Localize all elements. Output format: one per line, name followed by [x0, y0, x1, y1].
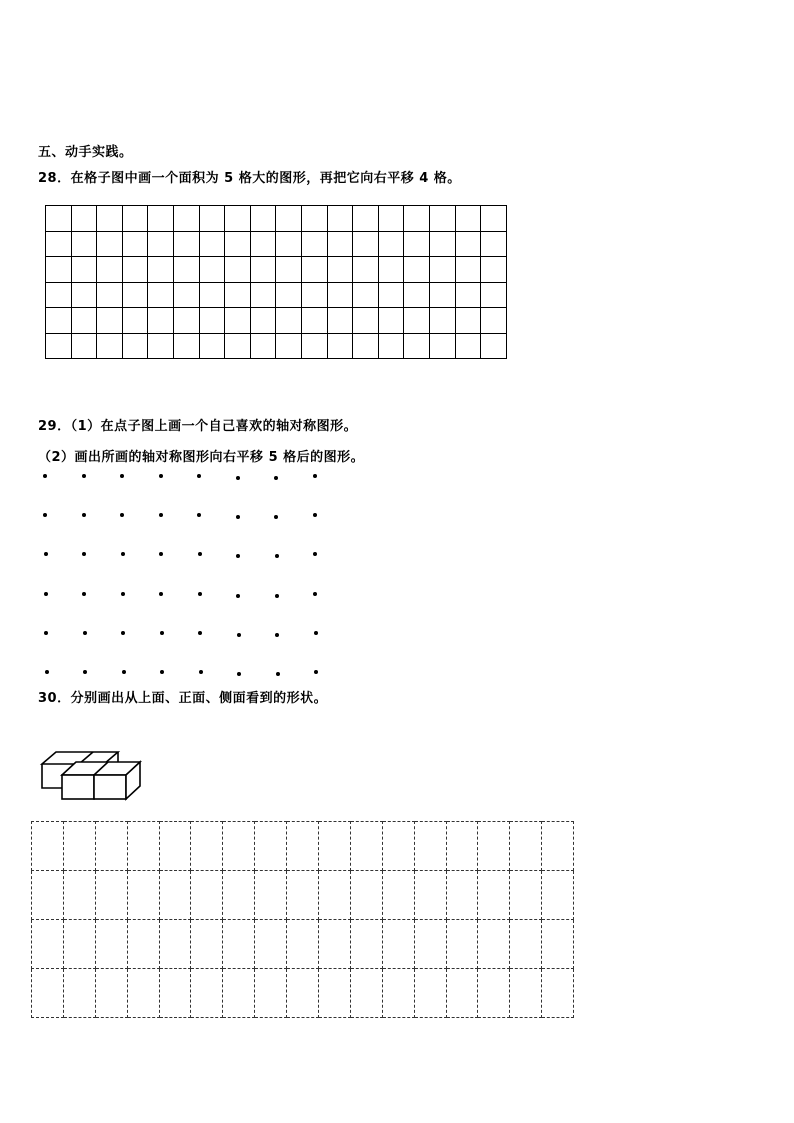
grid-cell[interactable]: [250, 308, 276, 334]
grid-cell[interactable]: [327, 257, 353, 283]
grid-dot[interactable]: [82, 552, 86, 556]
grid-cell[interactable]: [46, 333, 72, 359]
grid-dot[interactable]: [237, 633, 241, 637]
grid-cell[interactable]: [481, 333, 507, 359]
dashed-grid-cell[interactable]: [446, 871, 478, 920]
dashed-grid-cell[interactable]: [446, 920, 478, 969]
dashed-grid-cell[interactable]: [287, 969, 319, 1018]
grid-dot[interactable]: [198, 631, 202, 635]
dashed-grid-cell[interactable]: [159, 871, 191, 920]
dashed-grid-cell[interactable]: [478, 969, 510, 1018]
grid-dot[interactable]: [313, 513, 317, 517]
grid-dot[interactable]: [275, 594, 279, 598]
grid-cell[interactable]: [455, 333, 481, 359]
grid-dot[interactable]: [197, 513, 201, 517]
grid-dot[interactable]: [120, 513, 124, 517]
dashed-grid-cell[interactable]: [255, 969, 287, 1018]
grid-cell-row: [46, 231, 507, 257]
dashed-grid-cell[interactable]: [350, 920, 382, 969]
dashed-grid-cell[interactable]: [32, 920, 64, 969]
grid-cell[interactable]: [97, 206, 123, 232]
dashed-grid-cell[interactable]: [32, 871, 64, 920]
cube-figure: [38, 748, 148, 803]
grid-cell-row: [46, 206, 507, 232]
dashed-grid-cell[interactable]: [63, 871, 95, 920]
grid-cell[interactable]: [301, 231, 327, 257]
grid-cell[interactable]: [301, 333, 327, 359]
dashed-grid-cell[interactable]: [159, 920, 191, 969]
grid-cell[interactable]: [481, 257, 507, 283]
grid-cell[interactable]: [148, 206, 174, 232]
dashed-grid-cell[interactable]: [223, 920, 255, 969]
grid-dot[interactable]: [159, 513, 163, 517]
grid-cell[interactable]: [46, 257, 72, 283]
grid-dot[interactable]: [120, 474, 124, 478]
dashed-grid-cell[interactable]: [350, 969, 382, 1018]
grid-cell[interactable]: [199, 333, 225, 359]
dashed-grid-cell[interactable]: [478, 871, 510, 920]
grid-cell[interactable]: [301, 206, 327, 232]
grid-cell[interactable]: [250, 257, 276, 283]
grid-cell[interactable]: [46, 308, 72, 334]
dashed-grid-cell[interactable]: [63, 969, 95, 1018]
dashed-grid-cell[interactable]: [287, 822, 319, 871]
grid-cell[interactable]: [429, 257, 455, 283]
grid-cell[interactable]: [46, 206, 72, 232]
grid-cell-row: [46, 333, 507, 359]
grid-cell[interactable]: [404, 206, 430, 232]
grid-cell[interactable]: [71, 308, 97, 334]
grid-cell[interactable]: [148, 231, 174, 257]
dashed-grid-cell[interactable]: [191, 871, 223, 920]
grid-cell[interactable]: [199, 206, 225, 232]
grid-cell[interactable]: [327, 231, 353, 257]
grid-dot[interactable]: [276, 672, 280, 676]
dashed-grid-cell[interactable]: [223, 871, 255, 920]
dashed-grid-cell[interactable]: [95, 969, 127, 1018]
grid-dot[interactable]: [275, 633, 279, 637]
grid-cell[interactable]: [481, 206, 507, 232]
grid-cell[interactable]: [122, 308, 148, 334]
grid-dot[interactable]: [236, 554, 240, 558]
dashed-grid-cell[interactable]: [319, 969, 351, 1018]
grid-cell[interactable]: [46, 231, 72, 257]
grid-cell[interactable]: [481, 282, 507, 308]
grid-cell[interactable]: [455, 231, 481, 257]
grid-cell[interactable]: [225, 206, 251, 232]
grid-cell[interactable]: [455, 308, 481, 334]
section-heading: 五、动手实践。: [38, 145, 133, 160]
question-30-text: 30．分别画出从上面、正面、侧面看到的形状。: [38, 691, 328, 706]
grid-cell[interactable]: [250, 333, 276, 359]
grid-cell[interactable]: [378, 257, 404, 283]
grid-cell[interactable]: [46, 282, 72, 308]
grid-cell[interactable]: [455, 206, 481, 232]
grid-dot[interactable]: [82, 513, 86, 517]
grid-dot[interactable]: [198, 552, 202, 556]
dashed-grid-cell[interactable]: [478, 822, 510, 871]
grid-cell[interactable]: [148, 257, 174, 283]
grid-cell[interactable]: [122, 333, 148, 359]
front-cube-left: [62, 775, 94, 799]
grid-cell[interactable]: [225, 282, 251, 308]
dashed-grid-cell[interactable]: [223, 969, 255, 1018]
grid-cell[interactable]: [97, 308, 123, 334]
dashed-grid-cell[interactable]: [191, 822, 223, 871]
dashed-grid-cell[interactable]: [542, 969, 574, 1018]
grid-dot[interactable]: [198, 592, 202, 596]
grid-dot[interactable]: [44, 552, 48, 556]
grid-cell[interactable]: [429, 333, 455, 359]
grid-cell[interactable]: [199, 308, 225, 334]
dashed-grid-cell[interactable]: [287, 871, 319, 920]
dashed-grid[interactable]: [31, 821, 574, 1018]
grid-cell-row: [46, 282, 507, 308]
grid-cell[interactable]: [122, 282, 148, 308]
dashed-grid-cell[interactable]: [319, 920, 351, 969]
grid-dot[interactable]: [314, 670, 318, 674]
dashed-grid-cell[interactable]: [319, 871, 351, 920]
grid-cell[interactable]: [378, 333, 404, 359]
grid-cell[interactable]: [276, 206, 302, 232]
grid-dot[interactable]: [43, 474, 47, 478]
grid-cell[interactable]: [404, 257, 430, 283]
dashed-grid-cell[interactable]: [95, 822, 127, 871]
grid-cell[interactable]: [122, 206, 148, 232]
square-grid[interactable]: [45, 205, 507, 359]
grid-cell[interactable]: [378, 231, 404, 257]
grid-cell[interactable]: [276, 282, 302, 308]
dashed-grid-cell[interactable]: [510, 871, 542, 920]
grid-cell[interactable]: [404, 308, 430, 334]
grid-cell[interactable]: [122, 257, 148, 283]
dashed-grid-cell[interactable]: [127, 920, 159, 969]
grid-dot[interactable]: [160, 631, 164, 635]
dashed-grid-cell[interactable]: [255, 920, 287, 969]
dashed-grid-cell[interactable]: [191, 969, 223, 1018]
dashed-grid-cell[interactable]: [255, 822, 287, 871]
grid-dot[interactable]: [314, 631, 318, 635]
grid-cell[interactable]: [353, 257, 379, 283]
dashed-grid-cell[interactable]: [446, 822, 478, 871]
grid-cell[interactable]: [97, 282, 123, 308]
dashed-grid-cell[interactable]: [382, 969, 414, 1018]
grid-cell[interactable]: [301, 308, 327, 334]
dashed-grid-cell[interactable]: [159, 969, 191, 1018]
dashed-grid-cell[interactable]: [414, 920, 446, 969]
grid-dot[interactable]: [159, 474, 163, 478]
dashed-grid-cell[interactable]: [382, 822, 414, 871]
grid-cell[interactable]: [225, 333, 251, 359]
grid-cell[interactable]: [301, 282, 327, 308]
dashed-grid-cell[interactable]: [287, 920, 319, 969]
grid-cell[interactable]: [97, 231, 123, 257]
grid-cell[interactable]: [148, 282, 174, 308]
question-29-part2-text: （2）画出所画的轴对称图形向右平移 5 格后的图形。: [38, 450, 365, 465]
grid-cell[interactable]: [71, 333, 97, 359]
grid-dot[interactable]: [237, 672, 241, 676]
grid-cell[interactable]: [71, 282, 97, 308]
grid-cell-row: [46, 257, 507, 283]
grid-cell[interactable]: [225, 257, 251, 283]
grid-cell[interactable]: [404, 282, 430, 308]
grid-cell[interactable]: [429, 206, 455, 232]
grid-cell[interactable]: [301, 257, 327, 283]
dashed-grid-cell[interactable]: [255, 871, 287, 920]
grid-cell[interactable]: [173, 257, 199, 283]
grid-cell[interactable]: [71, 257, 97, 283]
dashed-grid-cell-row: [32, 822, 574, 871]
grid-cell[interactable]: [173, 333, 199, 359]
grid-cell[interactable]: [327, 333, 353, 359]
dashed-grid-cell[interactable]: [32, 822, 64, 871]
dashed-grid-cell[interactable]: [127, 871, 159, 920]
question-29-part1-text: 29．（1）在点子图上画一个自己喜欢的轴对称图形。: [38, 419, 358, 434]
grid-cell[interactable]: [276, 333, 302, 359]
grid-cell[interactable]: [429, 282, 455, 308]
grid-cell[interactable]: [327, 206, 353, 232]
grid-dot[interactable]: [274, 515, 278, 519]
grid-dot[interactable]: [121, 631, 125, 635]
dashed-grid-cell[interactable]: [510, 920, 542, 969]
grid-cell[interactable]: [122, 231, 148, 257]
dashed-grid-cell[interactable]: [223, 822, 255, 871]
grid-cell[interactable]: [276, 257, 302, 283]
grid-dot[interactable]: [313, 474, 317, 478]
grid-dot[interactable]: [122, 670, 126, 674]
dashed-grid-cell[interactable]: [319, 822, 351, 871]
grid-cell[interactable]: [225, 308, 251, 334]
question-28-text: 28．在格子图中画一个面积为 5 格大的图形，再把它向右平移 4 格。: [38, 171, 461, 186]
grid-dot[interactable]: [44, 592, 48, 596]
grid-cell[interactable]: [199, 231, 225, 257]
grid-cell[interactable]: [225, 231, 251, 257]
dashed-grid-cell[interactable]: [382, 871, 414, 920]
dashed-grid-cell[interactable]: [127, 822, 159, 871]
grid-cell[interactable]: [148, 308, 174, 334]
grid-cell[interactable]: [71, 206, 97, 232]
dashed-grid-cell[interactable]: [382, 920, 414, 969]
grid-cell[interactable]: [276, 308, 302, 334]
grid-cell[interactable]: [378, 206, 404, 232]
grid-cell[interactable]: [148, 333, 174, 359]
grid-cell[interactable]: [455, 282, 481, 308]
grid-dot[interactable]: [121, 552, 125, 556]
dashed-grid-cell[interactable]: [542, 822, 574, 871]
dot-grid[interactable]: [36, 466, 336, 686]
grid-cell[interactable]: [455, 257, 481, 283]
grid-dot[interactable]: [159, 552, 163, 556]
grid-dot[interactable]: [313, 592, 317, 596]
grid-cell[interactable]: [250, 282, 276, 308]
grid-cell[interactable]: [481, 308, 507, 334]
grid-dot[interactable]: [236, 476, 240, 480]
grid-cell[interactable]: [353, 308, 379, 334]
grid-cell[interactable]: [353, 282, 379, 308]
grid-cell[interactable]: [404, 231, 430, 257]
grid-cell[interactable]: [250, 206, 276, 232]
dashed-grid-cell[interactable]: [510, 822, 542, 871]
dashed-grid-cell[interactable]: [191, 920, 223, 969]
grid-cell[interactable]: [97, 257, 123, 283]
grid-dot[interactable]: [275, 554, 279, 558]
grid-cell[interactable]: [250, 231, 276, 257]
grid-cell[interactable]: [173, 231, 199, 257]
grid-dot[interactable]: [43, 513, 47, 517]
grid-dot[interactable]: [160, 670, 164, 674]
grid-dot[interactable]: [82, 474, 86, 478]
dashed-grid-cell[interactable]: [95, 871, 127, 920]
dashed-grid-cell-row: [32, 871, 574, 920]
grid-dot[interactable]: [199, 670, 203, 674]
dashed-grid-cell[interactable]: [542, 920, 574, 969]
dashed-grid-cell[interactable]: [446, 969, 478, 1018]
grid-dot[interactable]: [83, 631, 87, 635]
grid-cell[interactable]: [353, 333, 379, 359]
grid-cell[interactable]: [327, 308, 353, 334]
grid-dot[interactable]: [313, 552, 317, 556]
back-cube-front: [42, 764, 62, 788]
grid-cell[interactable]: [404, 333, 430, 359]
grid-dot[interactable]: [121, 592, 125, 596]
grid-dot[interactable]: [236, 515, 240, 519]
grid-cell[interactable]: [173, 282, 199, 308]
grid-cell-row: [46, 308, 507, 334]
grid-dot[interactable]: [45, 670, 49, 674]
grid-dot[interactable]: [274, 476, 278, 480]
dashed-grid-cell[interactable]: [350, 822, 382, 871]
grid-cell[interactable]: [353, 231, 379, 257]
grid-cell[interactable]: [327, 282, 353, 308]
grid-cell[interactable]: [429, 231, 455, 257]
grid-cell[interactable]: [353, 206, 379, 232]
dashed-grid-cell[interactable]: [63, 822, 95, 871]
dashed-grid-cell[interactable]: [414, 969, 446, 1018]
dashed-grid-cell[interactable]: [478, 920, 510, 969]
dashed-grid-cell[interactable]: [159, 822, 191, 871]
grid-cell[interactable]: [378, 282, 404, 308]
dashed-grid-cell[interactable]: [32, 969, 64, 1018]
grid-cell[interactable]: [173, 206, 199, 232]
grid-dot[interactable]: [83, 670, 87, 674]
grid-dot[interactable]: [159, 592, 163, 596]
grid-cell[interactable]: [481, 231, 507, 257]
dashed-grid-cell[interactable]: [542, 871, 574, 920]
grid-cell[interactable]: [199, 282, 225, 308]
dashed-grid-cell[interactable]: [510, 969, 542, 1018]
dashed-grid-cell[interactable]: [414, 871, 446, 920]
dashed-grid-cell[interactable]: [127, 969, 159, 1018]
grid-dot[interactable]: [236, 594, 240, 598]
grid-dot[interactable]: [197, 474, 201, 478]
dashed-grid-cell[interactable]: [63, 920, 95, 969]
dashed-grid-cell[interactable]: [350, 871, 382, 920]
dashed-grid-cell-row: [32, 969, 574, 1018]
front-cube-right: [94, 775, 126, 799]
grid-cell[interactable]: [276, 231, 302, 257]
grid-cell[interactable]: [71, 231, 97, 257]
grid-cell[interactable]: [378, 308, 404, 334]
grid-cell[interactable]: [173, 308, 199, 334]
dashed-grid-cell[interactable]: [95, 920, 127, 969]
grid-dot[interactable]: [82, 592, 86, 596]
dashed-grid-cell-row: [32, 920, 574, 969]
grid-dot[interactable]: [44, 631, 48, 635]
dashed-grid-cell[interactable]: [414, 822, 446, 871]
grid-cell[interactable]: [97, 333, 123, 359]
grid-cell[interactable]: [429, 308, 455, 334]
grid-cell[interactable]: [199, 257, 225, 283]
